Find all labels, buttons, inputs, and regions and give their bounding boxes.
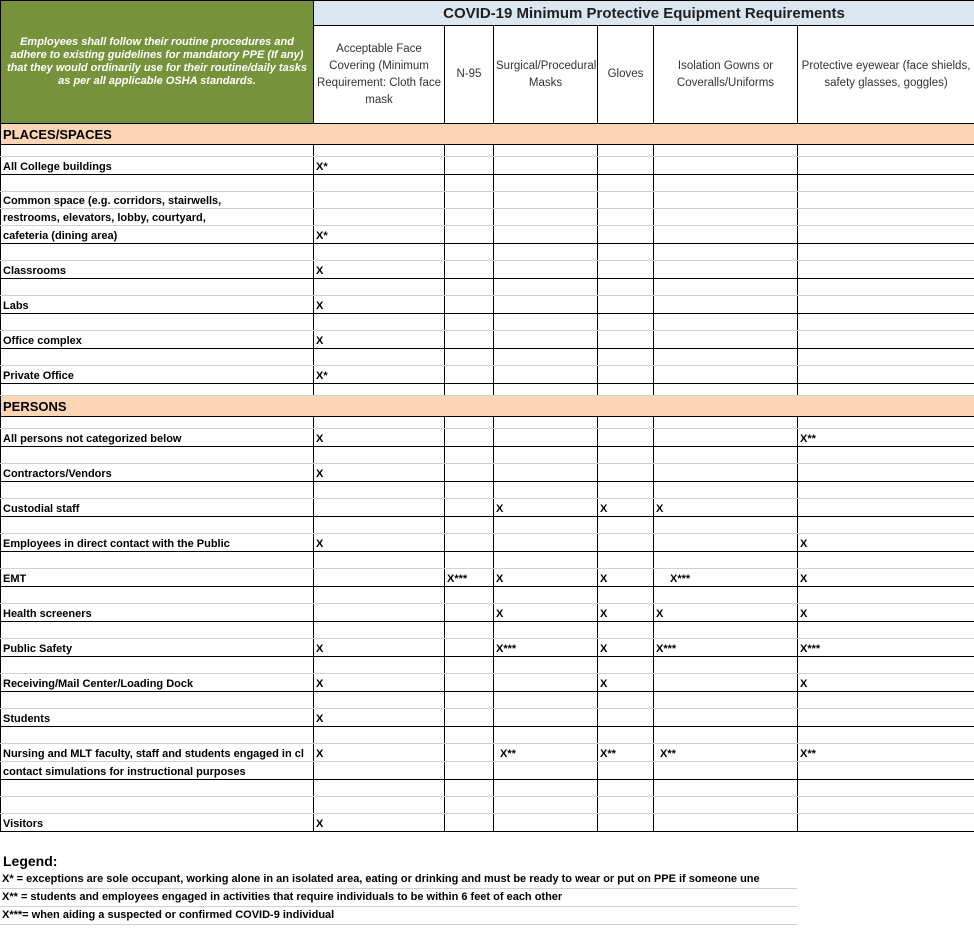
cell-gowns: X	[654, 604, 798, 622]
spacer-row	[1, 797, 974, 814]
spacer-row	[1, 175, 974, 192]
row-label: All College buildings	[1, 157, 314, 175]
spacer-row	[1, 145, 974, 157]
cell-face: X	[314, 331, 445, 349]
cell-eyewear: X***	[798, 639, 974, 657]
table-row	[1, 464, 974, 482]
row-label: Students	[1, 709, 314, 727]
cell-face: X	[314, 639, 445, 657]
row-label: Contractors/Vendors	[1, 464, 314, 482]
section-row	[1, 124, 974, 145]
cell-eyewear: X**	[798, 744, 974, 762]
ppe-guideline-note: Employees shall follow their routine procedures and adhere to existing guidelines for mandatory PPE (If any) that they would ordinarily use for their routine/daily tasks as per all applicable OSHA standards.	[1, 1, 314, 124]
spacer-row	[1, 727, 974, 744]
section-persons: PERSONS	[1, 396, 974, 417]
cell-surgical: X**	[494, 744, 598, 762]
cell-gloves: X**	[598, 744, 654, 762]
legend-item-x2: X** = students and employees engaged in activities that require individuals to be within 6 feet of each other	[0, 889, 797, 907]
row-label: Public Safety	[1, 639, 314, 657]
table-row	[1, 192, 974, 209]
spacer-row	[1, 447, 974, 464]
spacer-row	[1, 482, 974, 499]
row-label: Visitors	[1, 814, 314, 832]
row-label: Common space (e.g. corridors, stairwells,	[1, 192, 314, 209]
row-label: Classrooms	[1, 261, 314, 279]
table-row	[1, 226, 974, 244]
cell-face: X	[314, 534, 445, 552]
cell-face: X*	[314, 157, 445, 175]
cell-face: X	[314, 296, 445, 314]
row-label: Health screeners	[1, 604, 314, 622]
table-title: COVID-19 Minimum Protective Equipment Requirements	[314, 1, 974, 26]
table-row	[1, 744, 974, 762]
cell-n95: X***	[445, 569, 494, 587]
cell-surgical: X	[494, 604, 598, 622]
spacer-row	[1, 279, 974, 296]
table-row	[1, 296, 974, 314]
legend-item-x3: X***= when aiding a suspected or confirmed COVID-9 individual	[0, 907, 797, 925]
table-row	[1, 499, 974, 517]
row-label-cont: contact simulations for instructional purposes	[1, 762, 314, 780]
table-row	[1, 674, 974, 692]
spacer-row	[1, 657, 974, 674]
col-isolation-gowns: Isolation Gowns or Coveralls/Uniforms	[654, 26, 798, 124]
cell-face: X	[314, 429, 445, 447]
cell-face: X	[314, 261, 445, 279]
cell-gowns: X**	[654, 744, 798, 762]
cell-gowns: X***	[654, 569, 798, 587]
table-row	[1, 604, 974, 622]
cell-gloves: X	[598, 499, 654, 517]
table-row	[1, 157, 974, 175]
spacer-row	[1, 314, 974, 331]
col-face-covering: Acceptable Face Covering (Minimum Requirement: Cloth face mask	[314, 26, 445, 124]
row-label: Nursing and MLT faculty, staff and students engaged in cl	[1, 744, 314, 762]
cell-face: X	[314, 744, 445, 762]
cell-face: X	[314, 814, 445, 832]
table-row	[1, 639, 974, 657]
legend	[0, 851, 974, 925]
spacer-row	[1, 349, 974, 366]
spacer-row	[1, 244, 974, 261]
spacer-row	[1, 692, 974, 709]
table-row	[1, 366, 974, 384]
table-row	[1, 814, 974, 832]
cell-eyewear: X	[798, 569, 974, 587]
spacer-row	[1, 622, 974, 639]
cell-face: X*	[314, 226, 445, 244]
table-row	[1, 209, 974, 226]
cell-surgical: X	[494, 499, 598, 517]
spacer-row	[1, 552, 974, 569]
section-places: PLACES/SPACES	[1, 124, 974, 145]
legend-title: Legend:	[3, 853, 58, 869]
cell-gowns: X	[654, 499, 798, 517]
cell-gloves: X	[598, 639, 654, 657]
row-label: restrooms, elevators, lobby, courtyard,	[1, 209, 314, 226]
cell-eyewear: X	[798, 534, 974, 552]
spacer-row	[1, 417, 974, 429]
row-label: EMT	[1, 569, 314, 587]
legend-item-x1: X* = exceptions are sole occupant, working alone in an isolated area, eating or drinking and must be ready to wear or put on PPE if someone une	[0, 871, 797, 889]
cell-gowns: X***	[654, 639, 798, 657]
cell-eyewear: X	[798, 604, 974, 622]
cell-gloves: X	[598, 674, 654, 692]
col-gloves: Gloves	[598, 26, 654, 124]
col-surgical-masks: Surgical/Procedural Masks	[494, 26, 598, 124]
spacer-row	[1, 780, 974, 797]
cell-eyewear: X	[798, 674, 974, 692]
spacer-row	[1, 384, 974, 396]
header-row	[1, 1, 974, 26]
table-row	[1, 569, 974, 587]
cell-eyewear: X**	[798, 429, 974, 447]
cell-gloves: X	[598, 604, 654, 622]
spacer-row	[1, 587, 974, 604]
cell-face: X	[314, 674, 445, 692]
row-label: Employees in direct contact with the Public	[1, 534, 314, 552]
col-n95: N-95	[445, 26, 494, 124]
table-row	[1, 331, 974, 349]
cell-face: X	[314, 709, 445, 727]
cell-surgical: X	[494, 569, 598, 587]
row-label: All persons not categorized below	[1, 429, 314, 447]
section-row	[1, 396, 974, 417]
row-label: Private Office	[1, 366, 314, 384]
cell-face: X	[314, 464, 445, 482]
row-label: cafeteria (dining area)	[1, 226, 314, 244]
table-row	[1, 709, 974, 727]
table-row	[1, 534, 974, 552]
row-label: Office complex	[1, 331, 314, 349]
cell-surgical: X***	[494, 639, 598, 657]
table-row	[1, 261, 974, 279]
row-label: Receiving/Mail Center/Loading Dock	[1, 674, 314, 692]
table-row	[1, 762, 974, 780]
spacer-row	[1, 517, 974, 534]
table-row	[1, 429, 974, 447]
row-label: Labs	[1, 296, 314, 314]
cell-gloves: X	[598, 569, 654, 587]
cell-face: X*	[314, 366, 445, 384]
row-label: Custodial staff	[1, 499, 314, 517]
col-protective-eyewear: Protective eyewear (face shields, safety glasses, goggles)	[798, 26, 974, 124]
